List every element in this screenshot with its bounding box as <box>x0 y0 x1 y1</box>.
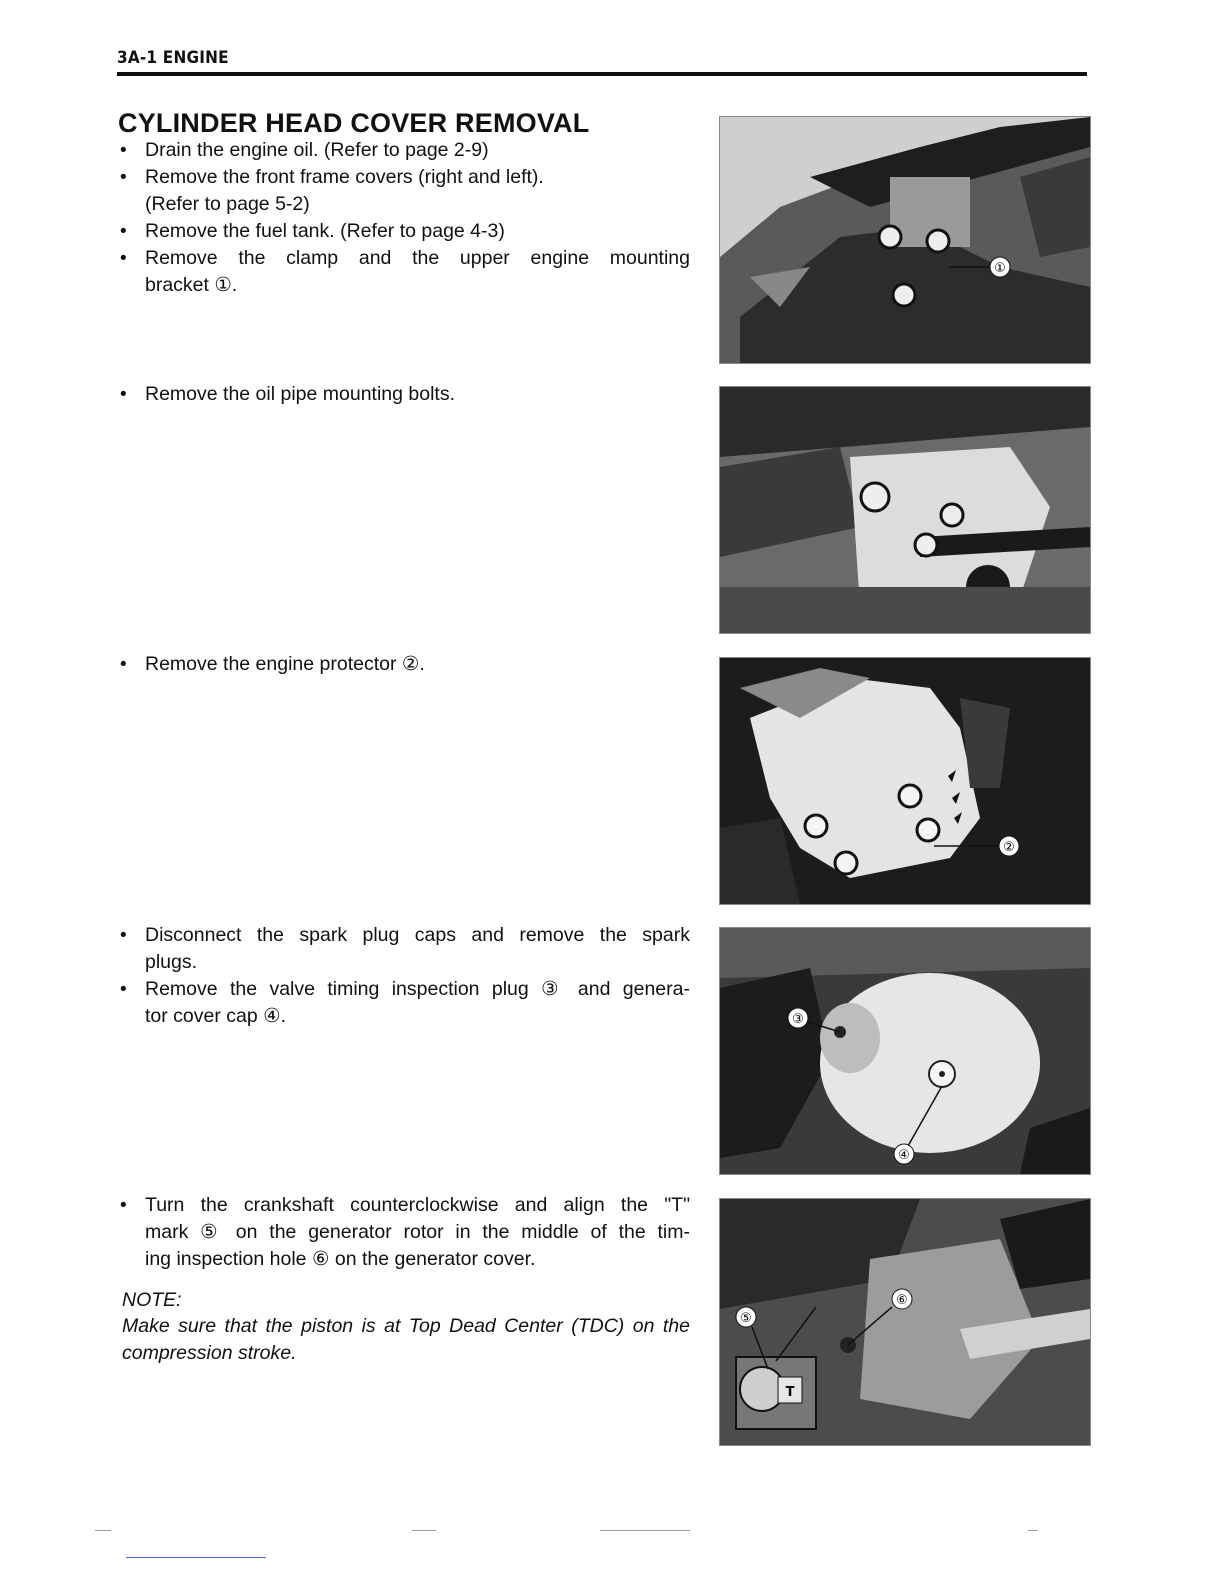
section-3 <box>118 651 690 678</box>
step-remove-fuel-tank: • Remove the fuel tank. (Refer to page 4-3) <box>118 218 690 245</box>
footer-artifact <box>600 1530 690 1531</box>
callout-5: ⑤ <box>740 1311 752 1326</box>
step-remove-timing-plug-cont: tor cover cap ④. <box>145 1005 287 1027</box>
note-text: Make sure that the piston is at Top Dead Center (TDC) on the compression stroke. <box>122 1315 690 1364</box>
page-header <box>117 46 1087 76</box>
step-remove-engine-protector: • Remove the engine protector ②. <box>118 651 690 678</box>
callout-3: ③ <box>792 1012 804 1027</box>
callout-1: ① <box>994 261 1006 276</box>
step-remove-frame-covers: • Remove the front frame covers (right and left). <box>118 164 690 191</box>
photo-engine-protector <box>719 657 1091 905</box>
callout-4: ④ <box>898 1148 910 1163</box>
step-turn-crankshaft-cont2: ing inspection hole ⑥ on the generator cover. <box>145 1248 536 1270</box>
header-title: 3A-1 ENGINE <box>117 48 229 68</box>
photo-oil-pipe-bolts <box>719 386 1091 634</box>
section-1 <box>118 137 690 299</box>
footer-artifact <box>1028 1530 1038 1531</box>
step-disconnect-spark-plugs-cont: plugs. <box>145 951 198 973</box>
t-mark-label: T <box>785 1385 795 1400</box>
page-title: CYLINDER HEAD COVER REMOVAL <box>118 108 590 138</box>
footer-artifact <box>412 1530 436 1531</box>
callout-6: ⑥ <box>896 1293 908 1308</box>
photo-generator-cover <box>719 927 1091 1175</box>
step-remove-oil-pipe-bolts: • Remove the oil pipe mounting bolts. <box>118 381 690 408</box>
step-disconnect-spark-plugs: • Disconnect the spark plug caps and remove the spark <box>118 922 690 949</box>
step-turn-crankshaft-cont: mark ⑤ on the generator rotor in the middle of the tim- <box>145 1221 690 1243</box>
photo-upper-mounting-bracket <box>719 116 1091 364</box>
photo-timing-mark <box>719 1198 1091 1446</box>
footer-underline <box>126 1557 266 1558</box>
section-4 <box>118 922 690 1030</box>
step-turn-crankshaft: • Turn the crankshaft counterclockwise and align the "T" <box>118 1192 690 1219</box>
footer-artifact <box>95 1530 111 1531</box>
step-drain-oil: • Drain the engine oil. (Refer to page 2-9) <box>118 137 690 164</box>
step-remove-bracket: • Remove the clamp and the upper engine mounting <box>118 245 690 272</box>
section-2 <box>118 381 690 408</box>
callout-2: ② <box>1003 840 1015 855</box>
step-remove-timing-plug: • Remove the valve timing inspection plug ③ and genera- <box>118 976 690 1003</box>
step-remove-frame-covers-ref: (Refer to page 5-2) <box>145 193 310 215</box>
step-remove-bracket-cont: bracket ①. <box>145 274 238 296</box>
section-5 <box>118 1192 690 1367</box>
note-heading: NOTE: <box>122 1289 182 1311</box>
